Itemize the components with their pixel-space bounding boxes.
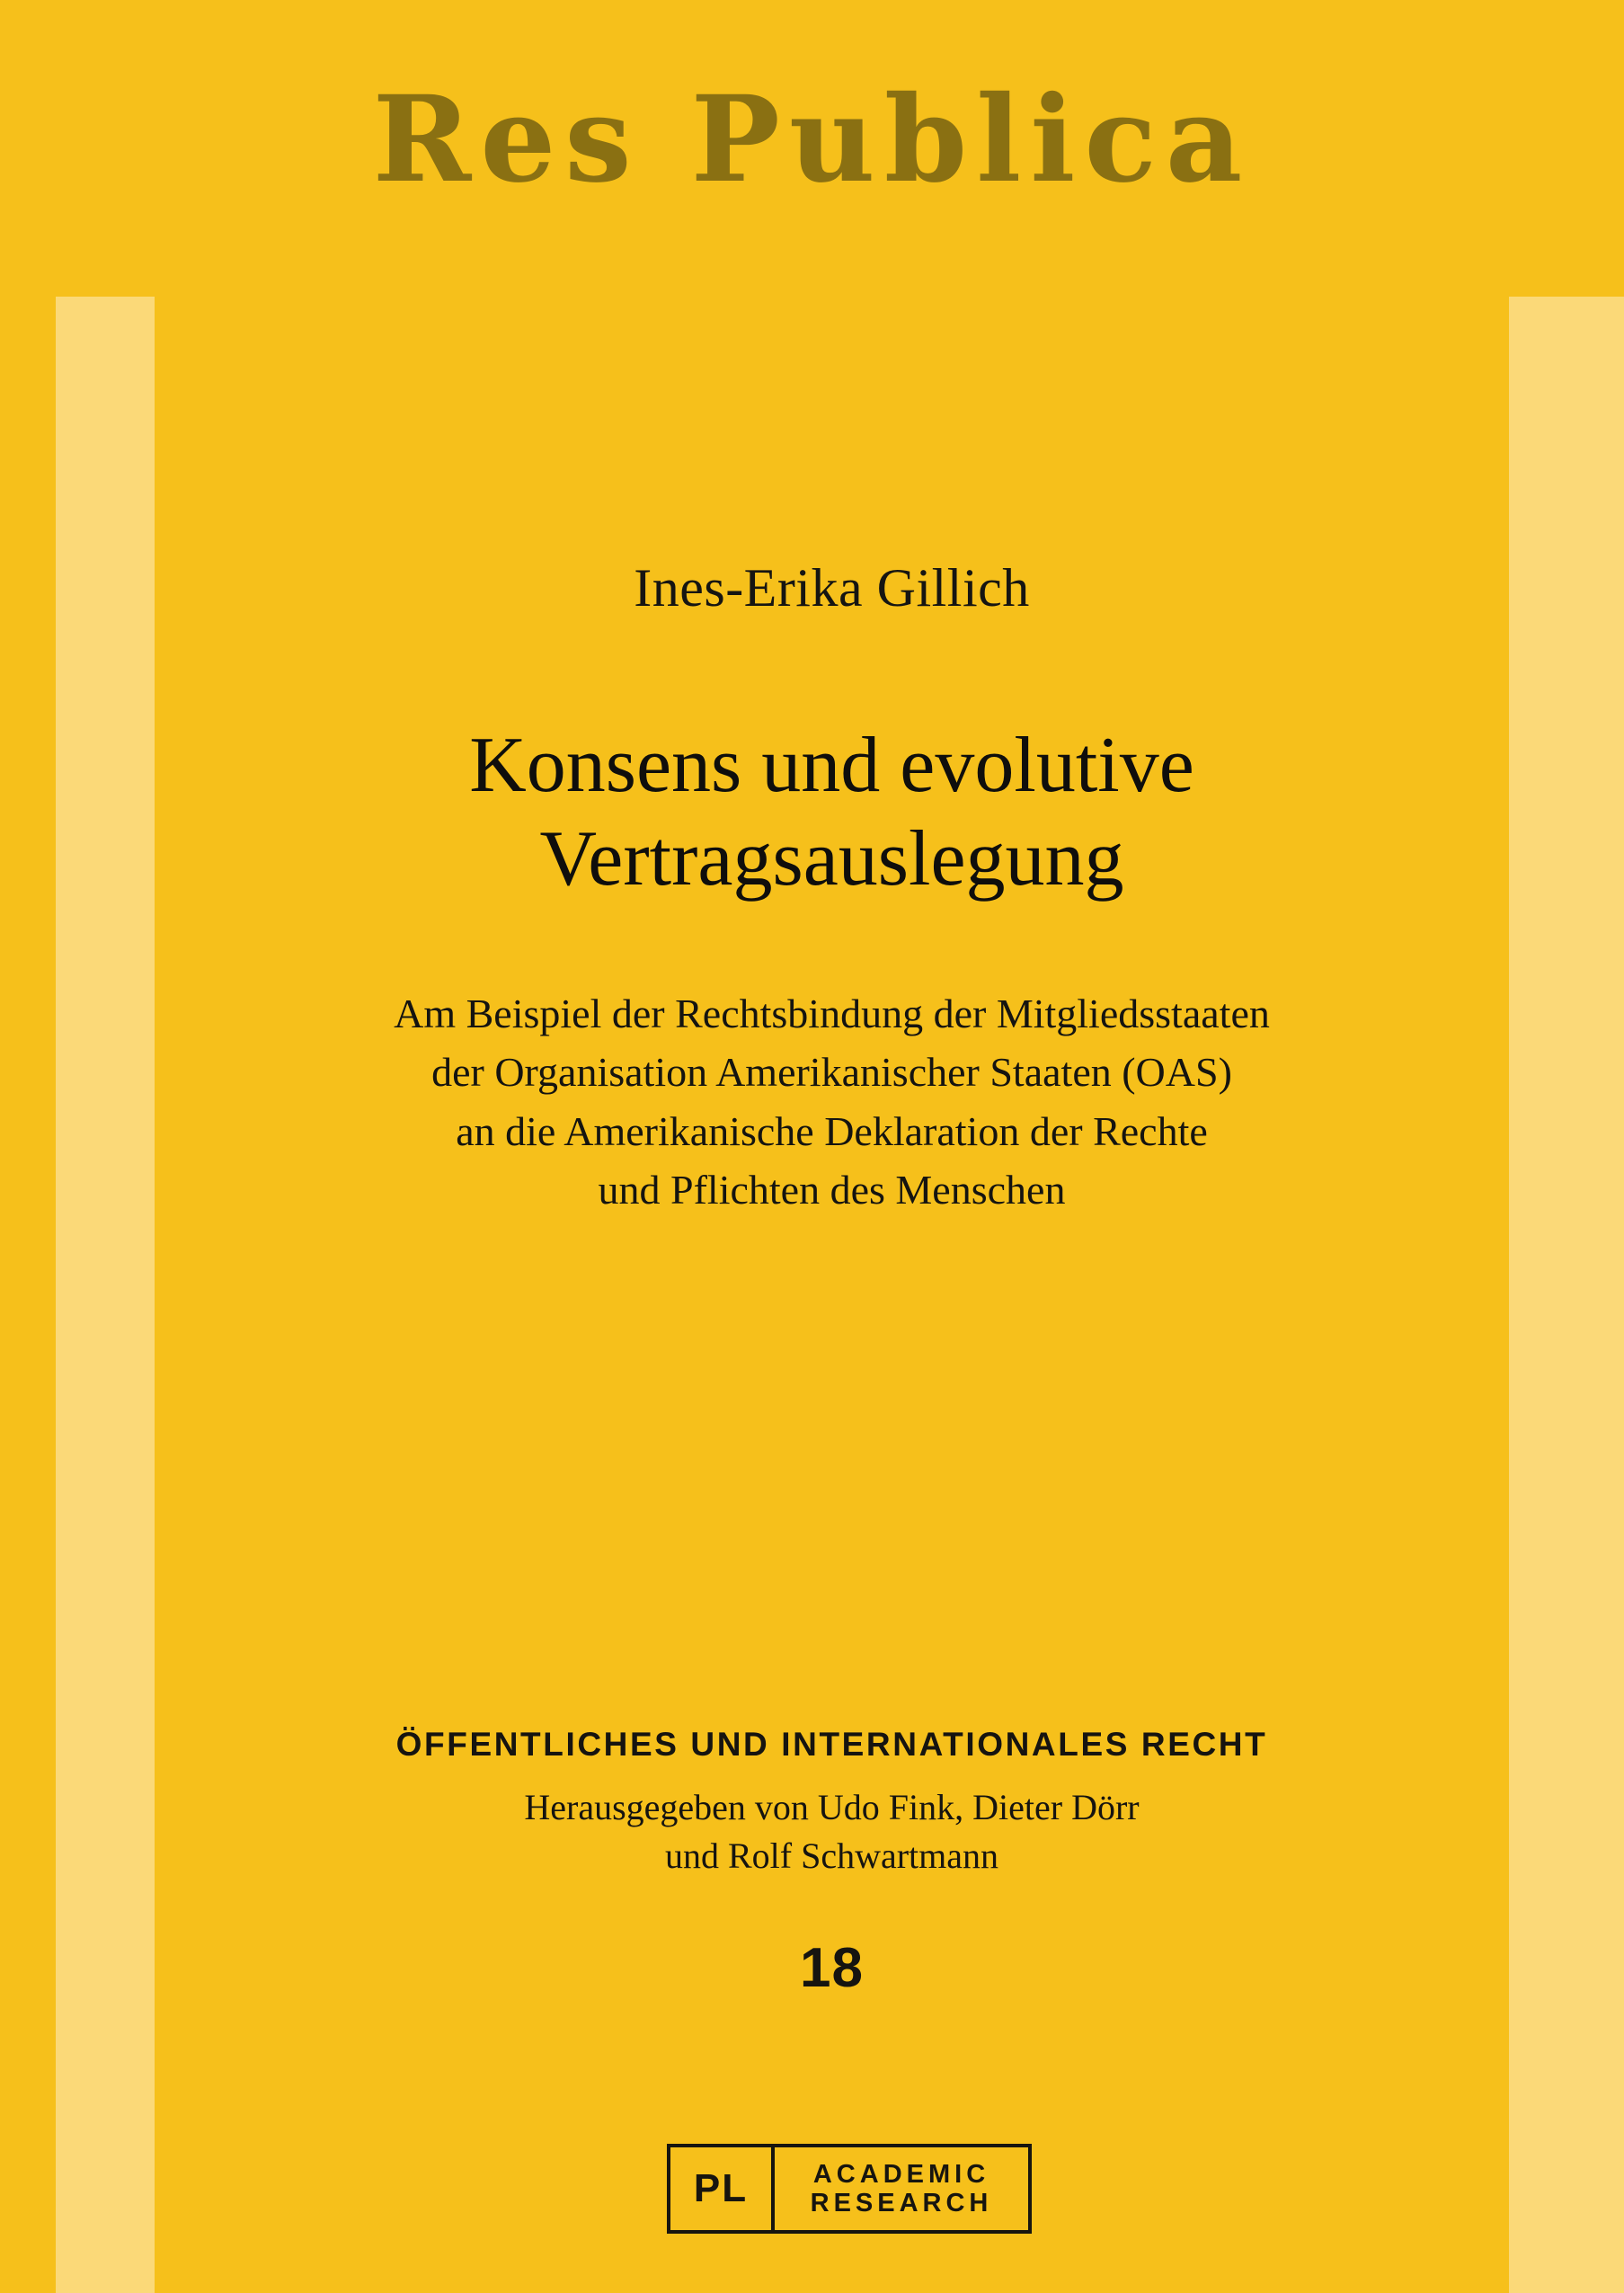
publisher-monogram: PL <box>670 2147 775 2230</box>
left-accent-stripe <box>56 297 155 2293</box>
book-title-line-1: Konsens und evolutive <box>469 722 1194 809</box>
book-subtitle-line-3: an die Amerikanische Deklaration der Rechte <box>456 1107 1208 1154</box>
series-title: Res Publica <box>372 70 1252 209</box>
publisher-name-line-1: ACADEMIC <box>812 2159 990 2189</box>
book-subtitle-line-2: der Organisation Amerikanischer Staaten (OAS) <box>431 1049 1232 1096</box>
book-title <box>200 719 1464 906</box>
author-name: Ines-Erika Gillich <box>634 558 1030 618</box>
book-subtitle-line-1: Am Beispiel der Rechtsbindung der Mitgliedsstaaten <box>394 991 1270 1036</box>
publisher-name <box>775 2147 1028 2230</box>
series-field-label: ÖFFENTLICHES UND INTERNATIONALES RECHT <box>395 1726 1268 1763</box>
right-accent-stripe <box>1509 297 1624 2293</box>
book-subtitle-line-4: und Pflichten des Menschen <box>598 1166 1066 1213</box>
book-title-line-2: Vertragsauslegung <box>539 814 1124 902</box>
publisher-logo <box>667 2144 1032 2234</box>
series-banner <box>0 0 1624 297</box>
series-info-block <box>200 1726 1464 2000</box>
volume-number: 18 <box>800 1937 864 1999</box>
book-subtitle <box>200 984 1464 1219</box>
publisher-name-line-2: RESEARCH <box>810 2189 993 2217</box>
series-editors-line-1: Herausgegeben von Udo Fink, Dieter Dörr <box>524 1787 1140 1827</box>
series-editors-line-2: und Rolf Schwartmann <box>664 1835 999 1876</box>
series-editors <box>200 1783 1464 1880</box>
